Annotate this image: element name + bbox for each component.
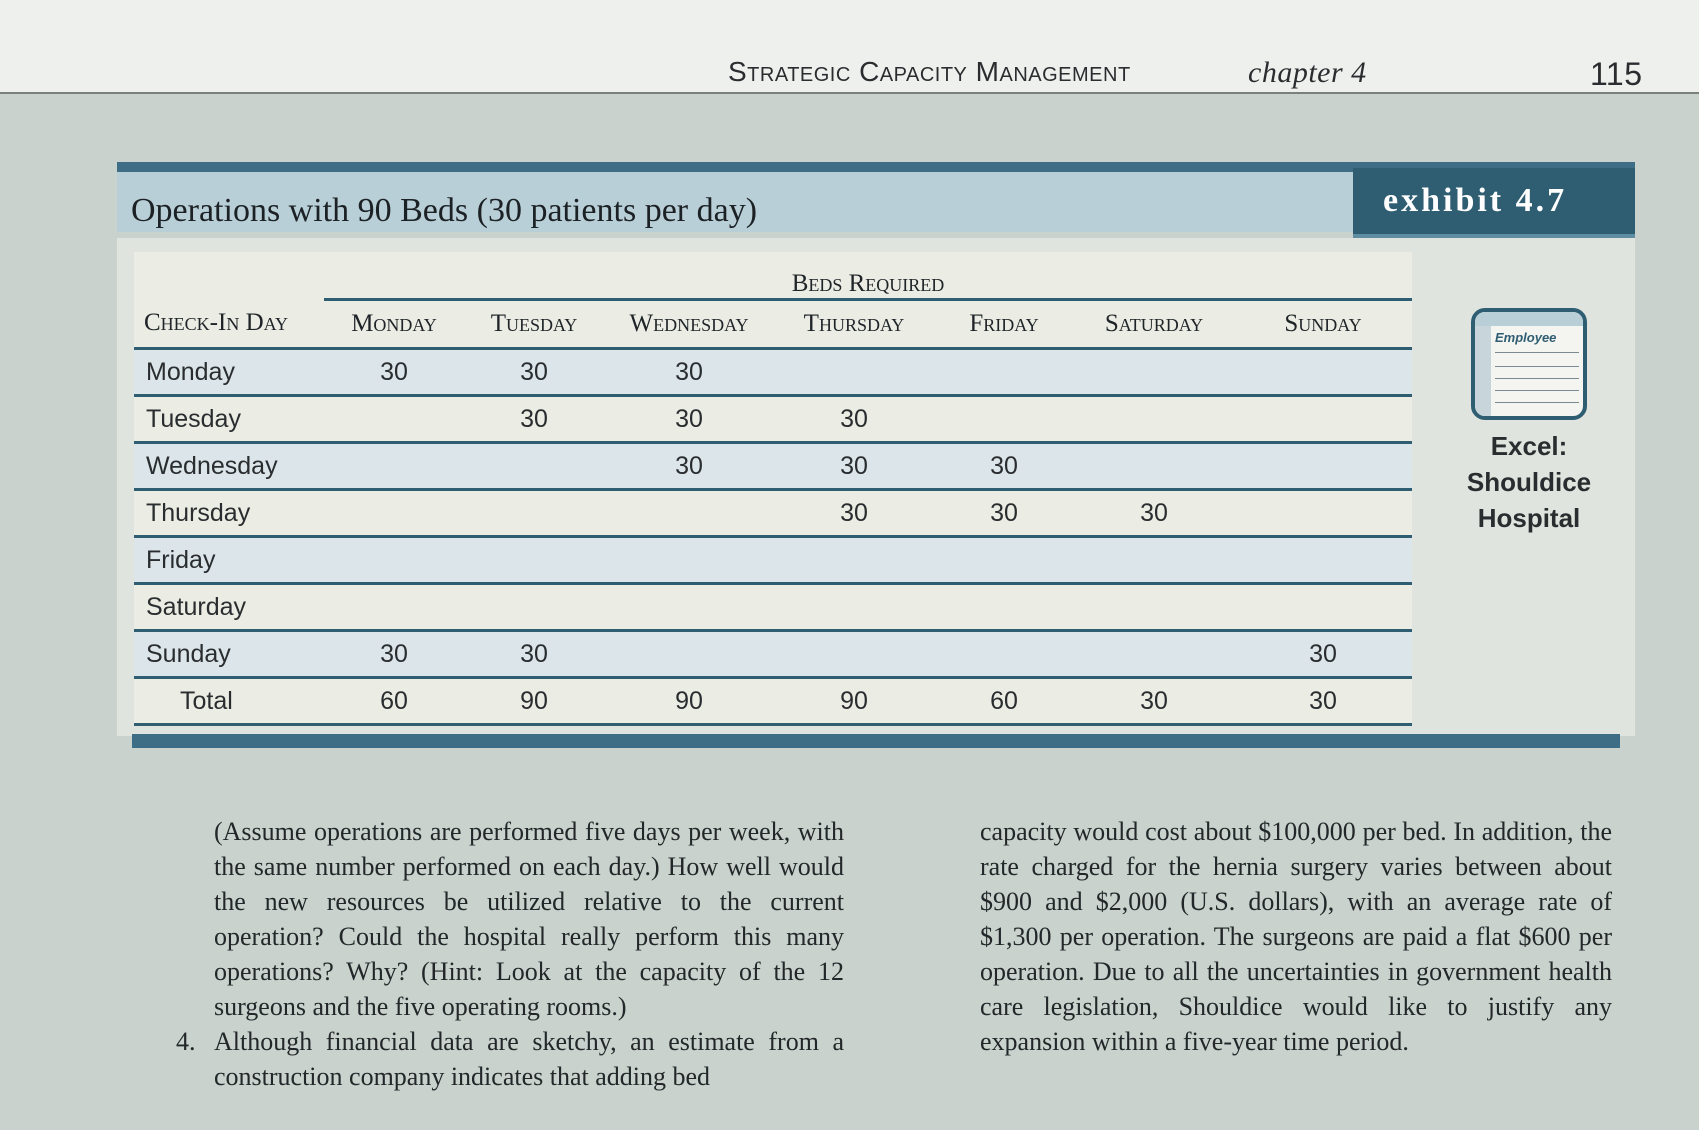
table-cell — [774, 349, 934, 396]
beds-required-header: Beds Required — [324, 252, 1412, 300]
spreadsheet-icon-title: Employee — [1495, 330, 1557, 345]
exhibit-badge-label: exhibit 4.7 — [1383, 182, 1568, 219]
table-cell: 90 — [464, 678, 604, 725]
table-row — [134, 537, 1412, 584]
table-cell — [1234, 349, 1412, 396]
table-cell: 30 — [464, 349, 604, 396]
column-header: Saturday — [1074, 300, 1234, 349]
table-cell — [324, 584, 464, 631]
table-cell: 30 — [604, 443, 774, 490]
table-cell: 30 — [1074, 490, 1234, 537]
group-header-spacer — [134, 252, 324, 300]
body-paragraph: capacity would cost about $100,000 per bed. In addition, the rate charged for the hernia surgery varies between about $900 and $2,000 (U.S. dollars), with an average rate of $1,300 per operation. The surgeons are paid a flat $600 per operation. Due to all the uncertainties in government health care legislation, Shouldice would like to justify any expansion within a five-year time period. — [980, 817, 1612, 1056]
table-cell — [464, 443, 604, 490]
exhibit-title: Operations with 90 Beds (30 patients per day) — [131, 192, 758, 229]
column-header: Friday — [934, 300, 1074, 349]
table-cell — [774, 631, 934, 678]
table-cell: 30 — [774, 396, 934, 443]
table-group-header-row — [134, 252, 1412, 300]
row-day-label: Saturday — [134, 584, 324, 631]
table-cell — [1234, 490, 1412, 537]
table-cell — [774, 537, 934, 584]
page-number: 115 — [1590, 56, 1643, 92]
list-number: 4. — [176, 1027, 196, 1056]
table-column-header-row — [134, 300, 1412, 349]
table-cell: 30 — [1234, 678, 1412, 725]
table-cell — [1074, 443, 1234, 490]
row-day-label: Thursday — [134, 490, 324, 537]
table-cell: 30 — [464, 631, 604, 678]
table-cell — [604, 584, 774, 631]
table-cell — [1234, 537, 1412, 584]
exhibit-title-bar — [117, 172, 1353, 232]
excel-label — [1439, 428, 1619, 536]
exhibit-bottom-rule — [132, 734, 1620, 748]
exhibit-badge — [1353, 168, 1635, 240]
table-cell: 90 — [604, 678, 774, 725]
exhibit-body — [117, 238, 1635, 736]
table-cell — [324, 490, 464, 537]
table-cell: 60 — [324, 678, 464, 725]
table-cell — [1074, 631, 1234, 678]
excel-label-line: Hospital — [1477, 503, 1581, 533]
table-cell — [324, 396, 464, 443]
table-cell — [1234, 584, 1412, 631]
table-cell: 30 — [604, 396, 774, 443]
table-cell: 30 — [774, 490, 934, 537]
table-cell — [934, 349, 1074, 396]
table-cell — [774, 584, 934, 631]
page-header-strip — [0, 0, 1699, 94]
table-row — [134, 396, 1412, 443]
table-total-row — [134, 678, 1412, 725]
column-header: Tuesday — [464, 300, 604, 349]
table-cell: 30 — [1234, 631, 1412, 678]
table-row — [134, 349, 1412, 396]
row-day-label: Wednesday — [134, 443, 324, 490]
column-header: Sunday — [1234, 300, 1412, 349]
table-cell — [324, 443, 464, 490]
table-cell: 30 — [934, 443, 1074, 490]
table-cell: 30 — [604, 349, 774, 396]
running-head-chapter: chapter 4 — [1248, 56, 1367, 89]
list-item — [176, 1024, 844, 1094]
list-item-text: Although financial data are sketchy, an estimate from a construction company indicates that adding bed — [214, 1027, 844, 1091]
row-day-label: Total — [134, 678, 324, 725]
body-text-right-column — [980, 814, 1612, 1059]
table-cell — [604, 631, 774, 678]
table-cell — [464, 490, 604, 537]
excel-label-line: Excel: — [1490, 431, 1568, 461]
table-cell — [1234, 396, 1412, 443]
table-row — [134, 490, 1412, 537]
table-cell — [1074, 537, 1234, 584]
table-cell — [464, 537, 604, 584]
body-paragraph: (Assume operations are performed five days per week, with the same number performed on each day.) How well would the new resources be utilized relative to the current operation? Could the hospital really perform this many operations? Why? (Hint: Look at the capacity of the 12 surgeons and the five operating rooms.) — [214, 817, 844, 1021]
table-cell — [324, 537, 464, 584]
table-cell — [604, 537, 774, 584]
spreadsheet-icon — [1471, 308, 1587, 420]
excel-callout — [1439, 308, 1619, 536]
table-cell: 60 — [934, 678, 1074, 725]
column-header: Thursday — [774, 300, 934, 349]
beds-table — [134, 252, 1412, 726]
table-cell — [464, 584, 604, 631]
table-row — [134, 443, 1412, 490]
body-text-left-column — [176, 814, 844, 1094]
table-cell: 30 — [774, 443, 934, 490]
column-header: Monday — [324, 300, 464, 349]
table-cell — [1234, 443, 1412, 490]
table-cell — [934, 631, 1074, 678]
table-cell: 30 — [324, 631, 464, 678]
table-cell — [934, 537, 1074, 584]
column-header: Check-In Day — [134, 300, 324, 349]
exhibit-panel — [117, 162, 1635, 746]
table-cell: 30 — [1074, 678, 1234, 725]
column-header: Wednesday — [604, 300, 774, 349]
row-day-label: Sunday — [134, 631, 324, 678]
table-cell — [1074, 396, 1234, 443]
table-row — [134, 584, 1412, 631]
row-day-label: Monday — [134, 349, 324, 396]
table-cell — [1074, 584, 1234, 631]
excel-label-line: Shouldice — [1466, 467, 1592, 497]
table-cell — [1074, 349, 1234, 396]
table-cell — [934, 584, 1074, 631]
table-cell — [934, 396, 1074, 443]
row-day-label: Friday — [134, 537, 324, 584]
table-row — [134, 631, 1412, 678]
running-head-title: Strategic Capacity Management — [728, 56, 1131, 87]
table-cell: 30 — [464, 396, 604, 443]
table-cell: 30 — [934, 490, 1074, 537]
table-cell — [604, 490, 774, 537]
table-cell: 30 — [324, 349, 464, 396]
row-day-label: Tuesday — [134, 396, 324, 443]
table-cell: 90 — [774, 678, 934, 725]
